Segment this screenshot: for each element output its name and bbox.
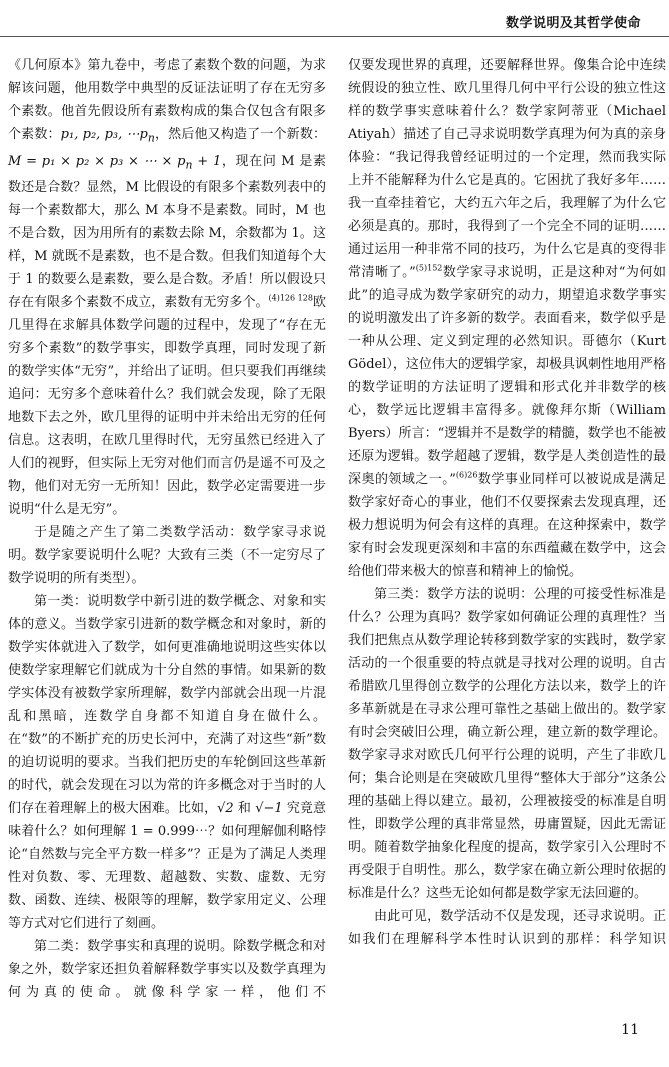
- math-new-number: M = p₁ × p₂ × p₃ × ⋯ × $p_n + 1$: [8, 153, 222, 172]
- math-sqrt-minus-1: √−1: [255, 801, 283, 817]
- left-column: [8, 54, 326, 1004]
- running-header-title: 数学说明及其哲学使命: [505, 16, 641, 31]
- text-run: 《几何原本》第九卷中，考虑了素数个数的问题，为求解该问题，他用数学中典型的反证法证明了存在无穷多个素数。他首先假设所有素数构成的集合仅包含有限多个素数：: [8, 58, 326, 142]
- text-run: ，现在问 M 是素数还是合数？显然，M 比假设的有限多个素数列表中的每一个素数都大，那么 M 本身不是素数。同时，M 也不是合数，因为用所有的素数去除 M，余数都为 1。这样，M 就既不是素数，也不是合数。但我们知道每个大于 1 的数要么是素数，要么是合数。矛盾！所以假设只存在有限多个素数不成立，素数有无穷多个。: [8, 153, 326, 311]
- text-run: 数学事业同样可以被说成是满足数学家好奇心的事业，他们不仅要探索去发现真理，还极力想说明为何会有这样的真理。在这种探索中，数学家有时会发现更深刻和丰富的东西蕴藏在数学中，这会给他们带来极大的惊喜和精神上的愉悦。: [348, 472, 666, 579]
- paragraph: 由此可见，数学活动不仅是发现，还寻求说明。正如我们在理解科学本性时认识到的那样：科学知识: [348, 909, 666, 947]
- paragraph: 第三类：数学方法的说明：公理的可接受性标准是什么？公理为真吗？数学家如何确证公理的真理性？当我们把焦点从数学理论转移到数学家的实践时，数学家活动的一个很重要的特点就是寻找对公理的说明。自古希腊欧几里得创立数学的公理化方法以来，数学上的许多革新就是在寻求公理可靠性之基础上做出的。数学家有时会突破旧公理，确立新公理，建立新的数学理论。数学家寻求对欧氏几何平行公理的说明，产生了非欧几何；集合论则是在突破欧几里得“整体大于部分”这条公理的基础上得以建立。最初，公理被接受的标准是自明性，即数学公理的真非常显然，毋庸置疑，因此无需证明。随着数学抽象化程度的提高，数学家引入公理时不再受限于自明性。那么，数学家在确立新公理时依据的标准是什么？这些无论如何都是数学家无法回避的。: [348, 587, 666, 901]
- right-column: [348, 54, 666, 951]
- running-header: [0, 0, 669, 38]
- citation: (4)126 128: [268, 293, 313, 303]
- header-rule: [0, 36, 669, 37]
- paragraph: 于是随之产生了第二类数学活动：数学家寻求说明。数学家要说明什么呢？大致有三类（不一定穷尽了数学说明的所有类型）。: [8, 525, 326, 587]
- math-sqrt2: √2: [217, 801, 234, 817]
- text-run: 欧几里得在求解具体数学问题的过程中，发现了“存在无穷多个素数”的数学事实，即数学真理，同时发现了新的数学实体“无穷”，并给出了证明。但只要我们再继续追问：无穷多个意味着什么？我们就会发现，除了无限地数下去之外，欧几里得的证明中并未给出无穷的任何信息。这表明，在欧几里得时代，无穷虽然已经进入了人们的视野，但实际上无穷对他们而言仍是遥不可及之物，他们对无穷一无所知！因此，数学必定需要进一步说明“什么是无穷”。: [8, 295, 326, 518]
- citation: (6)26: [455, 470, 478, 480]
- paragraph: [348, 54, 666, 583]
- paragraph: [8, 54, 326, 521]
- text-run: 数学家寻求说明，正是这种对“为何如此”的追寻成为数学家研究的动力，期望追求数学事实的说明激发出了许多新的数学。表面看来，数学似乎是一种从公理、定义到定理的必然知识。哥德尔（Kurt Gödel），这位伟大的逻辑学家，却极具讽刺性地用严格的数学证明的方法证明了逻辑和形式化并非数学的核心，数学远比逻辑丰富得多。就像拜尔斯（William Byers）所言：“逻辑并不是数学的精髓，数学也不能被还原为逻辑。数学超越了逻辑，数学是人类创造性的最深奥的领域之一。”: [348, 265, 666, 487]
- text-run: 第一类：说明数学中新引进的数学概念、对象和实体的意义。当数学家引进新的数学概念和对象时，新的数学实体就进入了数学，如何更准确地说明这些实体以使数学家理解它们就成为十分自然的事情。如果新的数学实体没有被数学家所理解，数学内部就会出现一片混乱和黑暗，连数学自身都不知道自身在做什么。在“数”的不断扩充的历史长河中，充满了对这些“新”数的迫切说明的要求。当我们把历史的车轮倒回这些革新的时代，就会发现在习以为常的许多概念对于当时的人们存在着理解上的极大困难。比如，: [8, 594, 326, 817]
- paragraph: 第一类：说明数学中新引进的数学概念、对象和实体的意义。当数学家引进新的数学概念和对象时，新的数学实体就进入了数学，如何更准确地说明这些实体以使数学家理解它们就成为十分自然的事情。如果新的数学实体没有被数学家所理解，数学内部就会出现一片混乱和黑暗，连数学自身都不知道自身在做什么。在“数”的不断扩充的历史长河中，充满了对这些“新”数的迫切说明的要求。当我们把历史的车轮倒回这些革新的时代，就会发现在习以为常的许多概念对于当时的人们存在着理解上的极大困难。比如，√2 和 √−1 究竟意味着什么？如何理解 1 = 0.999⋯？如何理解伽利略悖论“自然数与完全平方数一样多”？正是为了满足人类理性对负数、零、无理数、超越数、实数、虚数、无穷数、函数、连续、极限等的理解，数学家用定义、公理等方式对它们进行了刻画。: [8, 594, 326, 932]
- paragraph: 第二类：数学事实和真理的说明。除数学概念和对象之外，数学家还担负着解释数学事实以及数学真理为何为真的使命。就像科学家一样，他们不: [8, 939, 326, 1001]
- page-number: 11: [621, 1022, 639, 1038]
- math-prime-list: p₁, p₂, p₃, $\cdots p_n$: [60, 127, 155, 145]
- citation: (5)152: [415, 263, 443, 273]
- text-run: 仅要发现世界的真理，还要解释世界。像集合论中连续统假设的独立性、欧几里得几何中平行公设的独立性这样的数学事实意味着什么？数学家阿蒂亚（Michael Atiyah）描述了自己寻求说明数学真理为何为真的亲身体验：“我记得我曾经证明过的一个定理，然而我实际上并不能解释为什么它是真的。它困扰了我好多年……我一直牵挂着它，大约五六年之后，我理解了为什么它必须是真的。那时，我得到了一个完全不同的证明……通过运用一种非常不同的技巧，为什么它是真的变得非常清晰了。”: [348, 58, 666, 280]
- text-run: ，然后他又构造了一个新数：: [154, 127, 326, 142]
- text-run: 究竟意味着什么？如何理解 1 = 0.999⋯？如何理解伽利略悖论“自然数与完全平方数一样多”？正是为了满足人类理性对负数、零、无理数、超越数、实数、虚数、无穷数、函数、连续、极限等的理解，数学家用定义、公理等方式对它们进行了刻画。: [8, 801, 326, 932]
